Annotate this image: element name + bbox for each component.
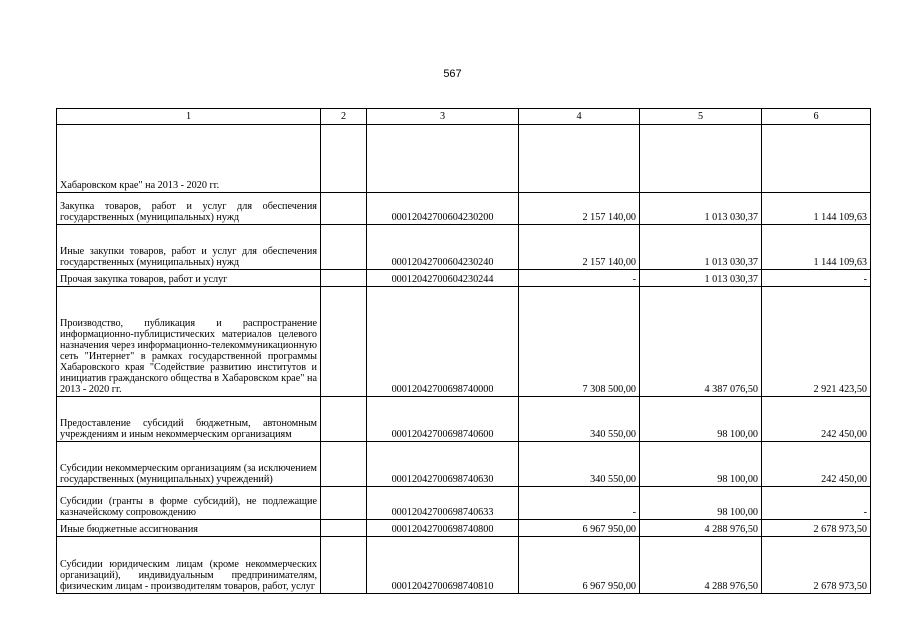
row-value-6: 2 678 973,50 xyxy=(762,537,871,594)
row-value-5: 4 288 976,50 xyxy=(640,537,762,594)
row-value-6: 1 144 109,63 xyxy=(762,193,871,225)
row-code: 00012042700604230244 xyxy=(367,270,519,287)
table-row xyxy=(57,397,871,442)
row-code: 00012042700698740810 xyxy=(367,537,519,594)
table-row xyxy=(57,225,871,270)
row-value-6: - xyxy=(762,487,871,520)
row-value-6: 242 450,00 xyxy=(762,442,871,487)
page-number: 567 xyxy=(443,68,462,80)
row-code: 00012042700698740630 xyxy=(367,442,519,487)
column-header: 5 xyxy=(640,109,762,125)
column-header: 3 xyxy=(367,109,519,125)
row-name: Закупка товаров, работ и услуг для обеспечения государственных (муниципальных) нужд xyxy=(57,193,321,225)
table-header-row xyxy=(57,109,871,125)
table-row xyxy=(57,270,871,287)
row-name: Субсидии юридическим лицам (кроме некоммерческих организаций), индивидуальным предпринимателям, физическим лицам - производителям товаров, работ, услуг xyxy=(57,537,321,594)
row-value-6: 2 678 973,50 xyxy=(762,520,871,537)
row-col2 xyxy=(321,193,367,225)
row-name: Субсидии некоммерческим организациям (за исключением государственных (муниципальных) учреждений) xyxy=(57,442,321,487)
row-value-4: 340 550,00 xyxy=(519,397,640,442)
row-value-5 xyxy=(640,125,762,193)
row-value-5: 4 387 076,50 xyxy=(640,287,762,397)
row-col2 xyxy=(321,537,367,594)
row-col2 xyxy=(321,270,367,287)
column-header: 6 xyxy=(762,109,871,125)
row-value-4: 2 157 140,00 xyxy=(519,193,640,225)
row-col2 xyxy=(321,225,367,270)
row-col2 xyxy=(321,125,367,193)
row-col2 xyxy=(321,287,367,397)
table-row xyxy=(57,487,871,520)
table-row xyxy=(57,537,871,594)
row-code: 00012042700698740800 xyxy=(367,520,519,537)
row-value-6: - xyxy=(762,270,871,287)
table-row xyxy=(57,442,871,487)
row-col2 xyxy=(321,487,367,520)
row-value-4 xyxy=(519,125,640,193)
row-name: Прочая закупка товаров, работ и услуг xyxy=(57,270,321,287)
row-value-5: 98 100,00 xyxy=(640,397,762,442)
row-col2 xyxy=(321,520,367,537)
row-name: Иные бюджетные ассигнования xyxy=(57,520,321,537)
row-code: 00012042700698740633 xyxy=(367,487,519,520)
row-code: 00012042700604230200 xyxy=(367,193,519,225)
row-value-5: 1 013 030,37 xyxy=(640,270,762,287)
row-name: Иные закупки товаров, работ и услуг для обеспечения государственных (муниципальных) нужд xyxy=(57,225,321,270)
row-value-5: 98 100,00 xyxy=(640,487,762,520)
row-value-4: 6 967 950,00 xyxy=(519,537,640,594)
row-code: 00012042700604230240 xyxy=(367,225,519,270)
column-header: 4 xyxy=(519,109,640,125)
row-value-4: - xyxy=(519,270,640,287)
row-value-6 xyxy=(762,125,871,193)
row-value-6: 2 921 423,50 xyxy=(762,287,871,397)
row-value-6: 242 450,00 xyxy=(762,397,871,442)
row-col2 xyxy=(321,397,367,442)
row-name: Субсидии (гранты в форме субсидий), не подлежащие казначейскому сопровождению xyxy=(57,487,321,520)
table-row xyxy=(57,520,871,537)
row-name: Предоставление субсидий бюджетным, автономным учреждениям и иным некоммерческим организациям xyxy=(57,397,321,442)
row-code: 00012042700698740600 xyxy=(367,397,519,442)
row-code: 00012042700698740000 xyxy=(367,287,519,397)
row-code xyxy=(367,125,519,193)
row-value-4: 6 967 950,00 xyxy=(519,520,640,537)
table-row xyxy=(57,125,871,193)
table-row xyxy=(57,287,871,397)
budget-table xyxy=(56,108,871,594)
table-row xyxy=(57,193,871,225)
row-value-4: 2 157 140,00 xyxy=(519,225,640,270)
row-value-4: - xyxy=(519,487,640,520)
row-value-4: 340 550,00 xyxy=(519,442,640,487)
row-value-5: 1 013 030,37 xyxy=(640,225,762,270)
column-header: 1 xyxy=(57,109,321,125)
row-value-5: 1 013 030,37 xyxy=(640,193,762,225)
row-name: Хабаровском крае" на 2013 - 2020 гг. xyxy=(57,125,321,193)
row-value-4: 7 308 500,00 xyxy=(519,287,640,397)
row-col2 xyxy=(321,442,367,487)
row-value-5: 98 100,00 xyxy=(640,442,762,487)
row-name: Производство, публикация и распространение информационно-публицистических материалов целевого назначения через информационно-телекоммуникационную сеть "Интернет" в рамках государственной программы Хабаровского края "Содействие развитию институтов и инициатив гражданского общества в Хабаровском крае" на 2013 - 2020 гг. xyxy=(57,287,321,397)
column-header: 2 xyxy=(321,109,367,125)
row-value-5: 4 288 976,50 xyxy=(640,520,762,537)
row-value-6: 1 144 109,63 xyxy=(762,225,871,270)
